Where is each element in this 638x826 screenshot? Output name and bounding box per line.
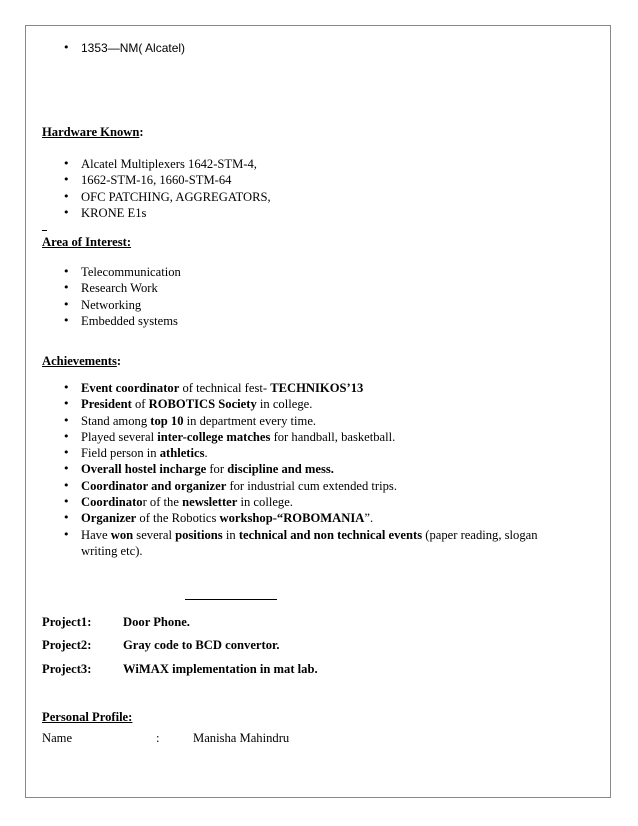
- interest-heading: Area of Interest:: [42, 235, 132, 249]
- achievement-text: ROBOTICS Society: [148, 397, 257, 412]
- personal-heading: Personal Profile:: [42, 710, 133, 724]
- list-item: • KRONE E1s: [26, 205, 586, 221]
- achievement-text: in department every time.: [183, 413, 317, 428]
- project-row: Project1: Door Phone.: [42, 615, 190, 629]
- achievement-text: Have: [81, 527, 111, 542]
- achievement-item: [26, 494, 539, 510]
- achievement-item: [26, 445, 539, 461]
- list-item: • Alcatel Multiplexers 1642-STM-4,: [26, 156, 586, 172]
- software-list: [26, 41, 586, 55]
- achievement-text: several: [133, 527, 176, 542]
- achievement-text: top 10: [150, 413, 184, 428]
- list-item: • Embedded systems: [26, 313, 586, 329]
- list-item: • 1353—NM( Alcatel): [26, 41, 586, 55]
- achievement-text: Coordinator and organizer: [81, 478, 227, 493]
- hardware-heading: Hardware Known:: [42, 125, 144, 139]
- achievement-text: for: [206, 462, 228, 477]
- document-page: [25, 25, 611, 798]
- achievement-text: discipline and mess.: [227, 462, 334, 477]
- achievement-text: inter-college matches: [157, 429, 271, 444]
- achievement-text: workshop-“ROBOMANIA: [219, 511, 365, 526]
- achievement-text: Coordinato: [81, 495, 143, 510]
- achievement-text: Played several: [81, 429, 158, 444]
- achievement-text: TECHNIKOS’13: [270, 381, 364, 395]
- achievement-text: .: [204, 446, 208, 461]
- list-item: • 1662-STM-16, 1660-STM-64: [26, 172, 586, 188]
- achievement-text: technical and non technical events: [238, 527, 423, 542]
- list-item: • Telecommunication: [26, 264, 586, 280]
- hardware-list: [26, 156, 586, 222]
- project-row: Project2: Gray code to BCD convertor.: [42, 638, 280, 652]
- list-item: • OFC PATCHING, AGGREGATORS,: [26, 189, 586, 205]
- project-row: Project3: WiMAX implementation in mat lab.: [42, 662, 318, 676]
- achievement-text: Event coordinator: [81, 381, 180, 395]
- achievement-item: [26, 413, 539, 429]
- name-separator: :: [156, 731, 160, 745]
- name-row: [26, 731, 586, 747]
- achievement-item: [26, 380, 539, 396]
- divider-mark: [42, 230, 47, 231]
- achievement-text: (paper reading, slogan writing etc).: [81, 527, 538, 558]
- achievement-text: ”.: [364, 511, 374, 526]
- achievement-text: for industrial cum extended trips.: [226, 478, 397, 493]
- achievement-text: of: [131, 397, 149, 412]
- achievement-text: Stand among: [81, 413, 151, 428]
- achievement-text: of technical fest-: [179, 381, 271, 395]
- achievement-text: Field person in: [81, 446, 160, 461]
- achievement-text: in college.: [237, 495, 293, 510]
- achievement-item: [26, 478, 539, 494]
- name-value: Manisha Mahindru: [193, 731, 290, 745]
- achievements-list: [26, 380, 539, 559]
- achievement-text: in: [222, 527, 239, 542]
- achievement-text: athletics: [159, 446, 205, 461]
- list-item: • Networking: [26, 297, 586, 313]
- achievement-text: Organizer: [81, 511, 137, 526]
- achievement-item: [26, 396, 539, 412]
- achievement-text: newsletter: [182, 495, 238, 510]
- achievement-text: Overall hostel incharge: [81, 462, 207, 477]
- name-label: Name: [42, 731, 73, 745]
- achievement-text: won: [110, 527, 134, 542]
- achievement-text: for handball, basketball.: [270, 429, 396, 444]
- achievement-text: r of the: [142, 495, 183, 510]
- achievement-text: positions: [175, 527, 223, 542]
- achievement-item: [26, 527, 539, 560]
- achievement-item: [26, 510, 539, 526]
- achievement-text: President: [81, 397, 132, 412]
- achievement-text: in college.: [256, 397, 313, 412]
- achievement-item: [26, 461, 539, 477]
- interest-list: [26, 264, 586, 330]
- achievement-text: of the Robotics: [136, 511, 220, 526]
- achievements-heading: Achievements:: [42, 354, 122, 368]
- separator-line: [185, 599, 277, 600]
- achievement-item: [26, 429, 539, 445]
- list-item: • Research Work: [26, 280, 586, 296]
